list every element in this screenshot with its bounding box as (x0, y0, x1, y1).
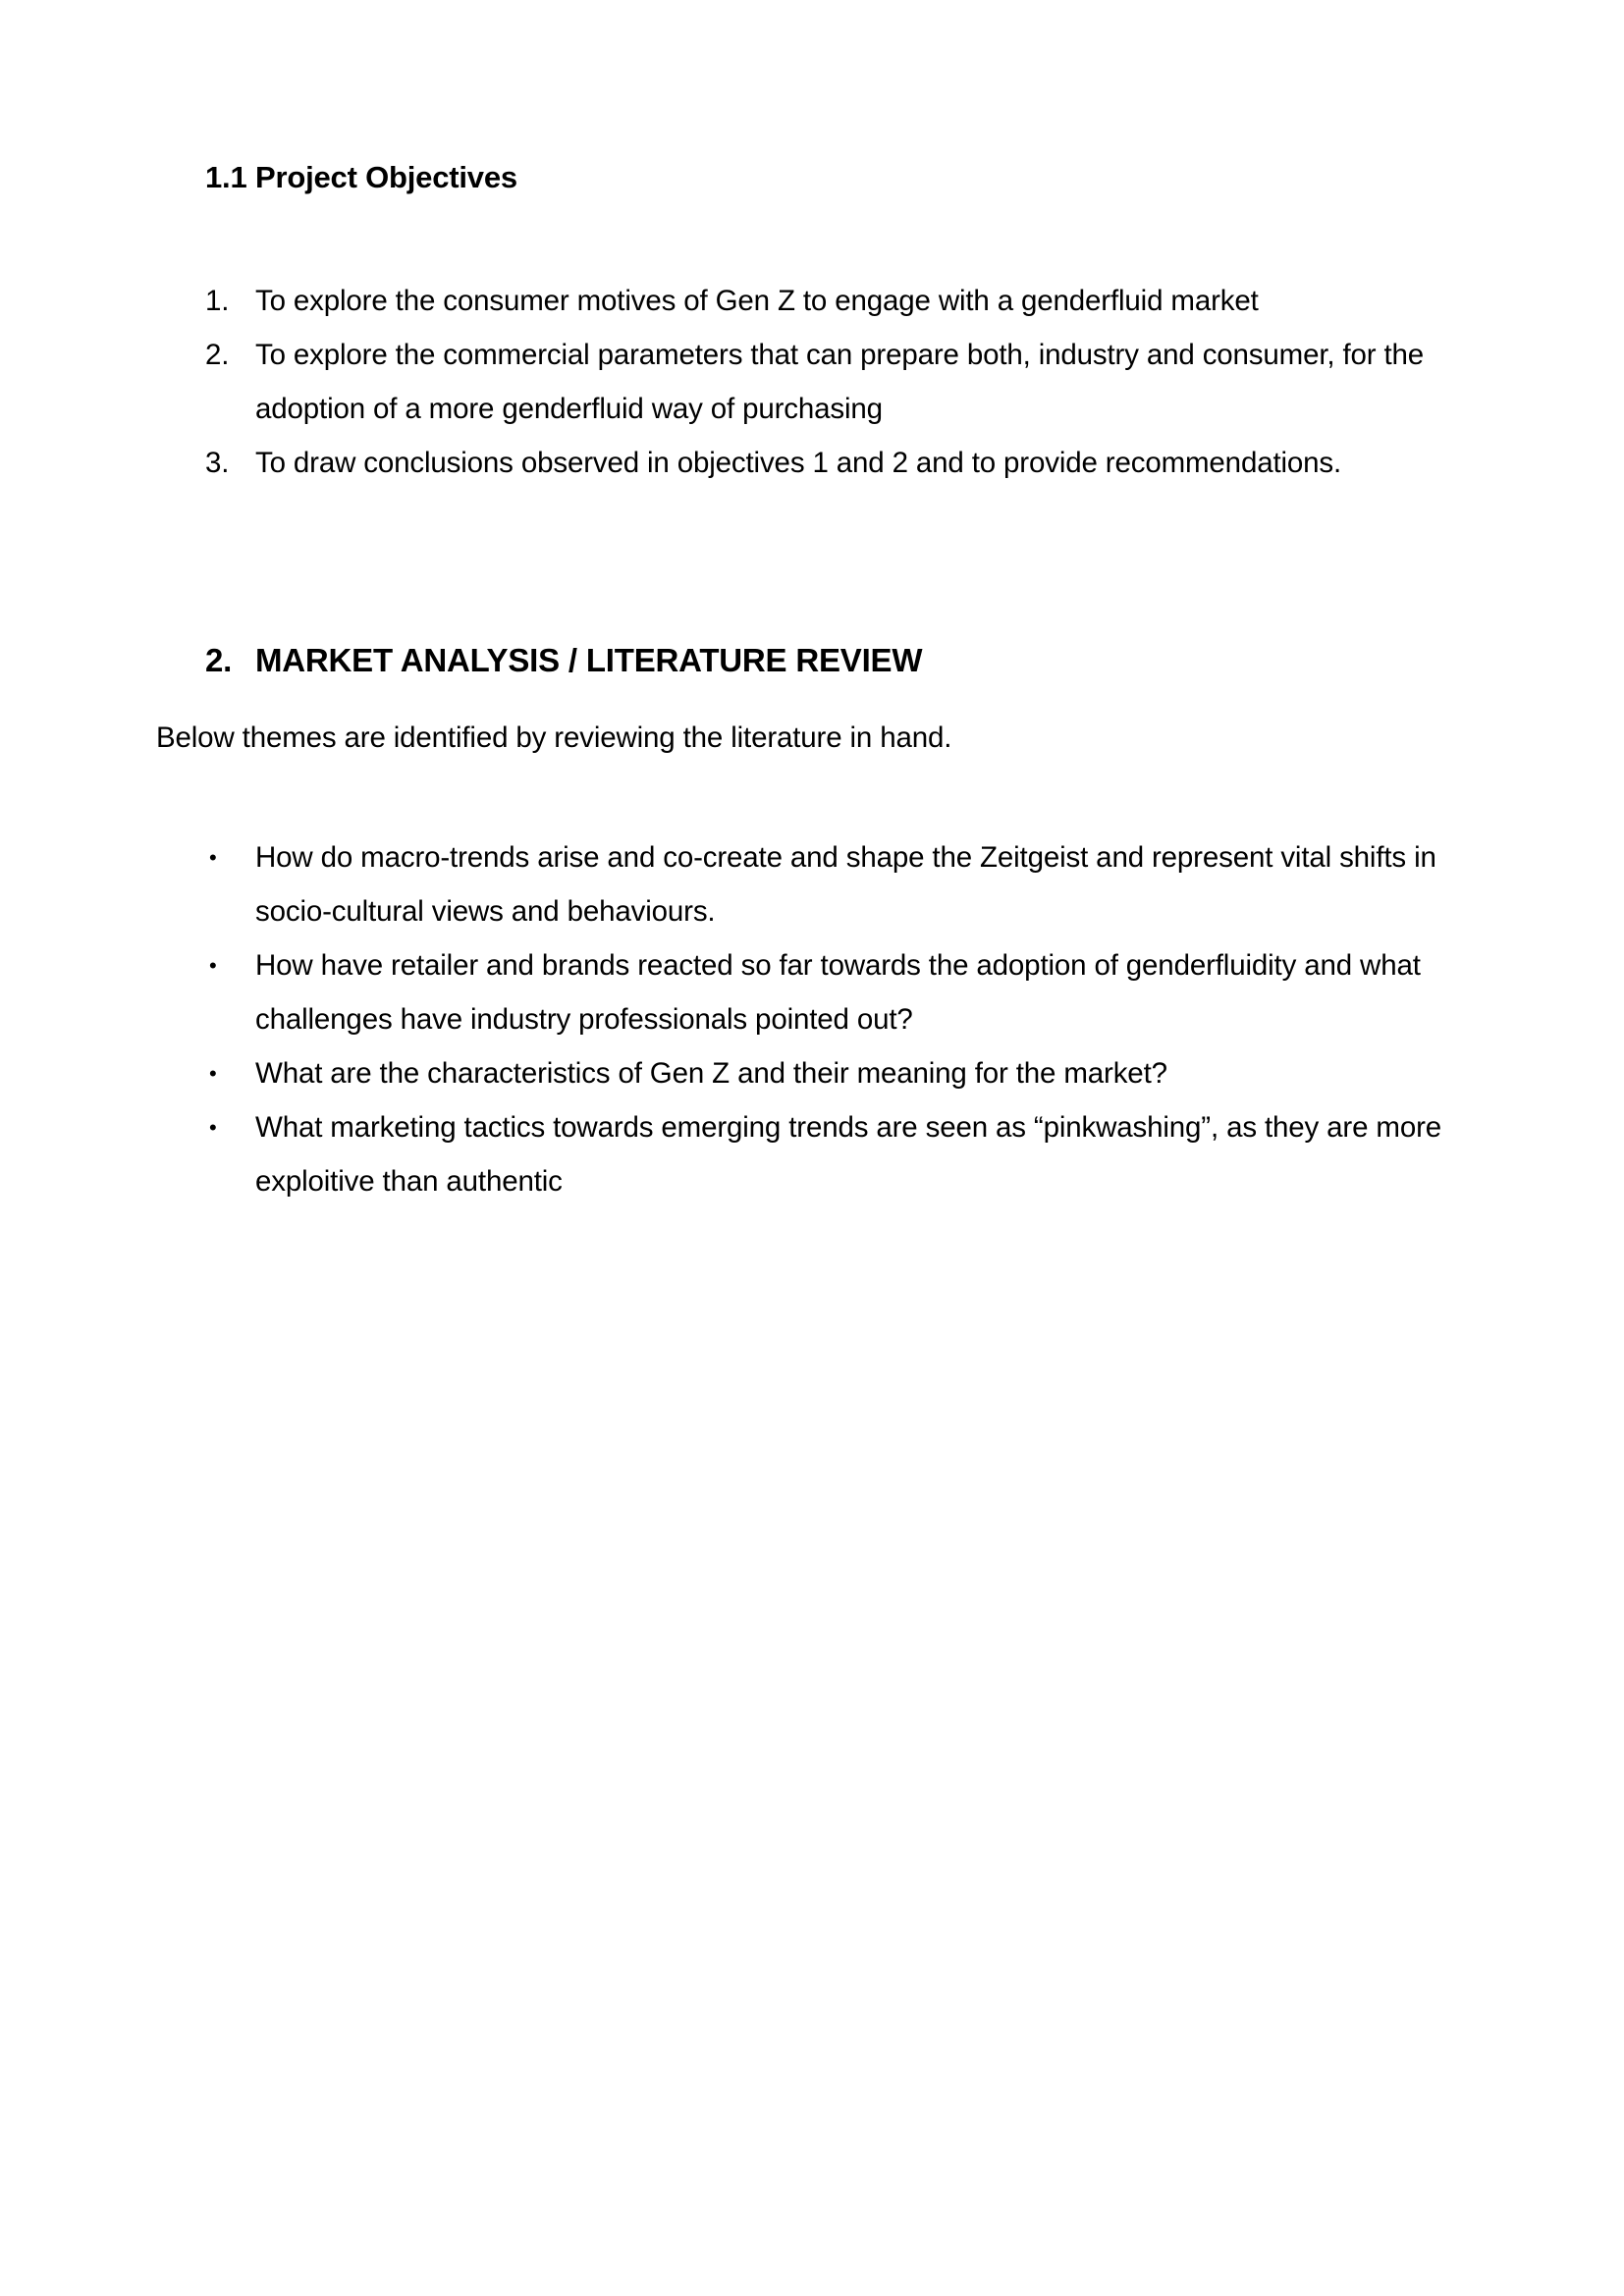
bullet-icon: • (209, 845, 217, 870)
objective-item-1 (205, 274, 1482, 328)
bullet-icon: • (209, 1115, 217, 1140)
objectives-list (205, 274, 1482, 490)
bullet-icon: • (209, 1061, 217, 1086)
heading-title: Project Objectives (255, 160, 517, 194)
theme-text: How have retailer and brands reacted so far towards the adoption of genderfluidity and what challenges have industry professionals pointed out? (255, 949, 1421, 1036)
bullet-icon: • (209, 953, 217, 978)
theme-item-4 (205, 1100, 1482, 1208)
heading-number: 2. (205, 642, 233, 678)
objective-number: 1. (205, 285, 230, 317)
objective-text: To draw conclusions observed in objectives 1 and 2 and to provide recommendations. (255, 447, 1342, 479)
heading-title: MARKET ANALYSIS / LITERATURE REVIEW (255, 642, 923, 678)
objective-text: To explore the commercial parameters that can prepare both, industry and consumer, for the adoption of a more genderfluid way of purchasing (255, 339, 1425, 425)
objective-item-3 (205, 436, 1482, 490)
project-objectives-heading (205, 160, 517, 195)
theme-item-1 (205, 830, 1482, 938)
theme-text: How do macro-trends arise and co-create and shape the Zeitgeist and represent vital shifts in socio-cultural views and behaviours. (255, 841, 1436, 928)
objective-item-2 (205, 328, 1482, 436)
market-analysis-heading (205, 642, 922, 679)
heading-number: 1.1 (205, 160, 247, 194)
themes-list (205, 830, 1482, 1208)
objective-number: 3. (205, 447, 230, 479)
theme-text: What marketing tactics towards emerging trends are seen as “pinkwashing”, as they are more exploitive than authentic (255, 1111, 1442, 1198)
objective-number: 2. (205, 339, 230, 371)
objective-text: To explore the consumer motives of Gen Z to engage with a genderfluid market (255, 285, 1259, 317)
theme-item-2 (205, 938, 1482, 1046)
intro-paragraph: Below themes are identified by reviewing the literature in hand. (156, 721, 952, 754)
theme-item-3 (205, 1046, 1482, 1100)
theme-text: What are the characteristics of Gen Z and their meaning for the market? (255, 1057, 1167, 1090)
